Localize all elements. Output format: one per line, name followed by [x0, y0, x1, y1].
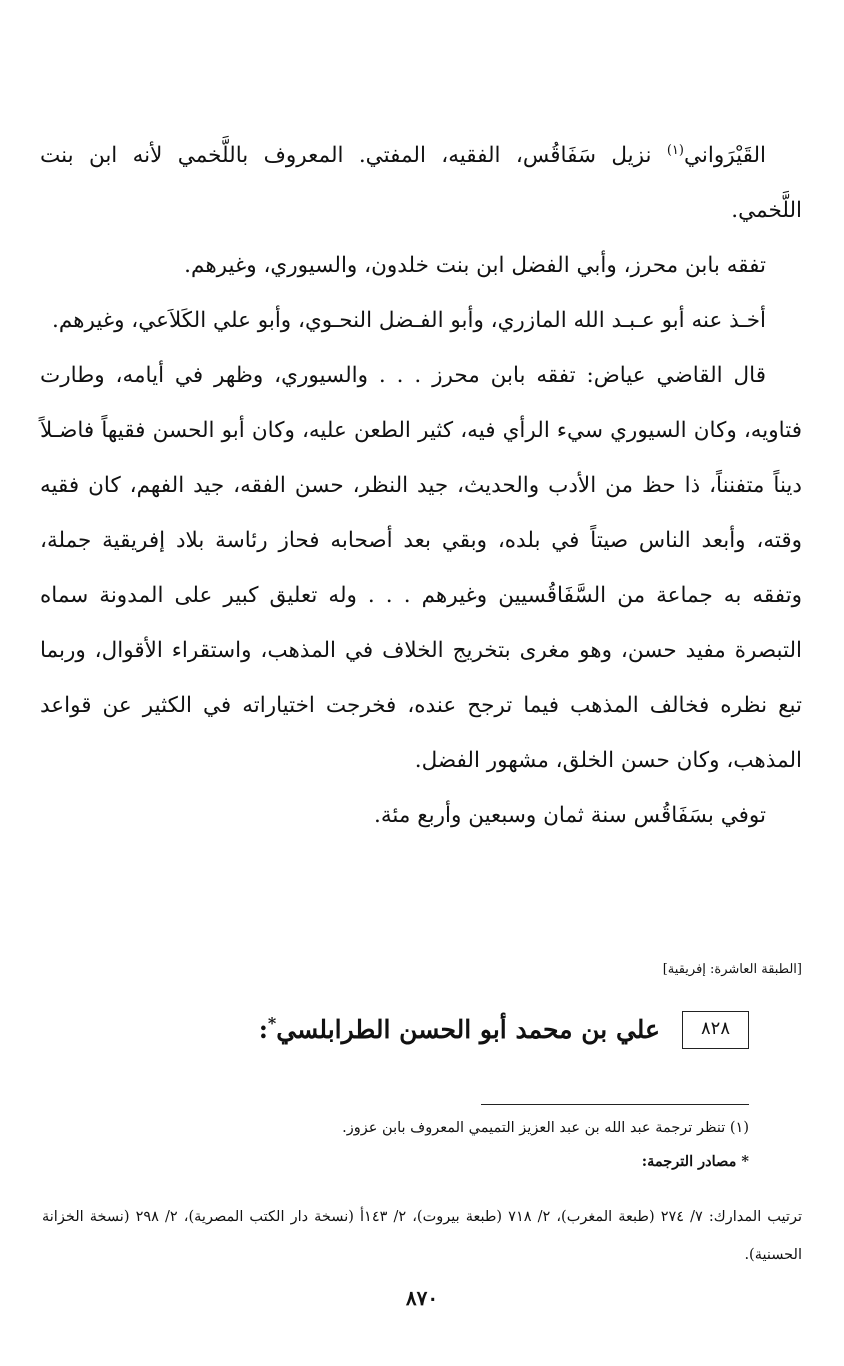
footnote-marker: (١): [666, 142, 684, 158]
sources-text: ترتيب المدارك: ٧/ ٢٧٤ (طبعة المغرب)، ٢/ ٧١٨ (طبعة بيروت)، ٢/ ١٤٣أ (نسخة دار الكتب المصرية)، ٢/ ٢٩٨ (نسخة الخزانة الحسنية).: [42, 1209, 802, 1263]
paragraph-4: قال القاضي عياض: تفقه بابن محرز . . . والسيوري، وظهر في أيامه، وطارت فتاويه، وكان السيوري سيء الرأي فيه، كثير الطعن عليه، وكان أبو الحسن فقيهاً فاضـلاً ديناً متفنناً، ذا حظ من الأدب والحديث، جيد النظر، حسن الفقه، جيد الفهم، كان فقيه وقته، وأبعد الناس صيتاً في بلده، وبقي بعد أصحابه فحاز رئاسة بلاد إفريقية جملة، وتفقه به جماعة من السَّفَاقُسيين وغيرهم . . . وله تعليق كبير على المدونة سماه التبصرة مفيد حسن، وهو مغرى بتخريج الخلاف في المذهب، واستقراء الأقوال، وربما تبع نظره فخالف المذهب فيما ترجح عنده، فخرجت اختياراته في الكثير عن قواعد المذهب، وكان حسن الخلق، مشهور الفضل.: [40, 363, 802, 773]
page-number: ٨٧٠: [405, 1286, 439, 1310]
p1-end: نزيل سَفَاقُس، الفقيه، المفتي. المعروف باللَّخمي لأنه ابن بنت اللَّخمي.: [40, 143, 802, 223]
entry-star: *: [267, 1013, 277, 1033]
paragraph-5: توفي بسَفَاقُس سنة ثمان وسبعين وأربع مئة.: [374, 803, 766, 828]
entry-number: ٨٢٨: [682, 1011, 749, 1049]
entry-colon: :: [258, 1015, 268, 1044]
entry-title-text: علي بن محمد أبو الحسن الطرابلسي: [276, 1015, 660, 1044]
p1-start: القَيْرَواني: [683, 143, 766, 168]
paragraph-1: [40, 128, 802, 238]
paragraph-2: تفقه بابن محرز، وأبي الفضل ابن بنت خلدون، والسيوري، وغيرهم.: [184, 253, 766, 278]
footnotes: [42, 1116, 749, 1184]
footnote-1: (١) تنظر ترجمة عبد الله بن عبد العزيز التميمي المعروف بابن عزوز.: [342, 1120, 749, 1136]
entry-heading: [259, 1010, 749, 1050]
section-tag: [الطبقة العاشرة: إفريقية]: [662, 962, 802, 977]
sources-heading: * مصادر الترجمة:: [641, 1153, 749, 1170]
footnote-divider: [481, 1104, 749, 1105]
paragraph-3: أخـذ عنه أبو عـبـد الله المازري، وأبو الفـضل النحـوي، وأبو علي الكَلاَعي، وغيرهم.: [52, 308, 766, 333]
main-text: [40, 128, 802, 843]
entry-title: [259, 1010, 660, 1050]
